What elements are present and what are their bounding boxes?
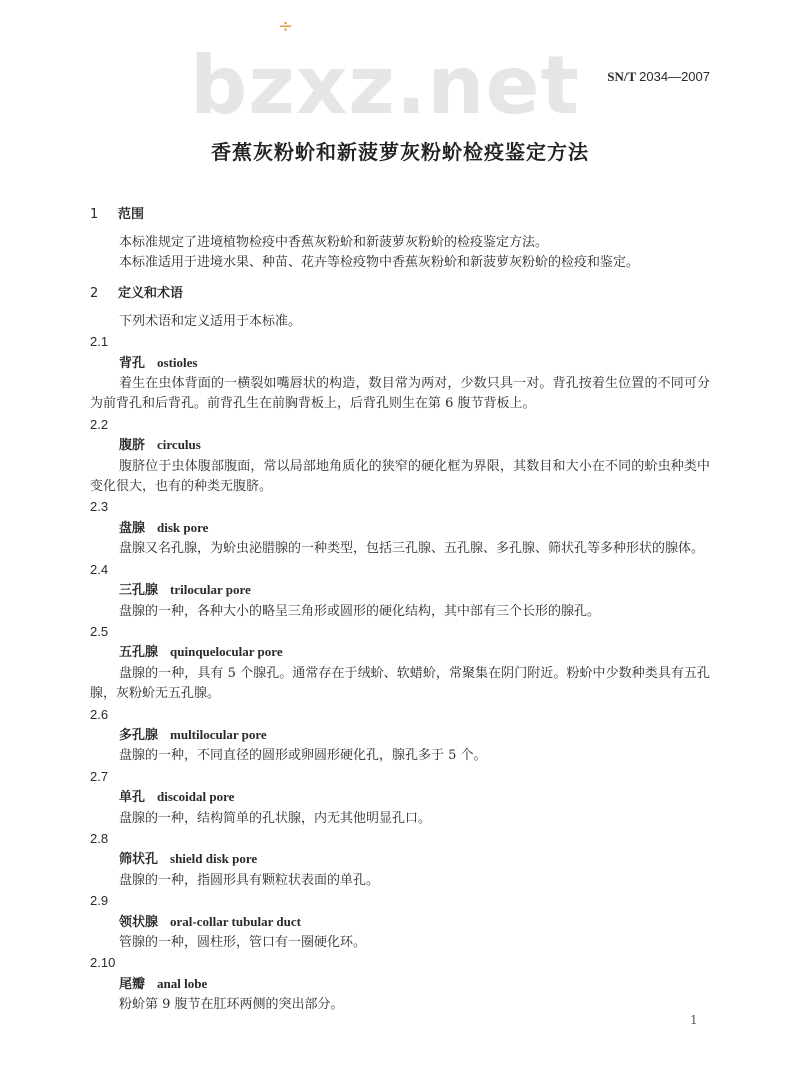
term-entry xyxy=(90,705,710,767)
term-name xyxy=(90,518,710,539)
paragraph: 下列术语和定义适用于本标准。 xyxy=(119,313,302,329)
divide-mark-icon: ÷ xyxy=(278,16,294,37)
term-en: anal lobe xyxy=(157,975,208,991)
term-en: circulus xyxy=(157,437,201,453)
term-definition: 腹脐位于虫体腹部腹面，常以局部地角质化的狭窄的硬化框为界限，其数目和大小在不同的蚧虫种类中变化很大，也有的种类无腹脐。 xyxy=(90,458,710,495)
term-name xyxy=(90,353,710,374)
section-number: 2 xyxy=(90,285,99,301)
term-definition: 着生在虫体背面的一横裂如嘴唇状的构造，数目常为两对，少数只具一对。背孔按着生位置的不同可分为前背孔和后背孔。前背孔生在前胸背板上，后背孔则生在第 6 腹节背板上。 xyxy=(90,376,710,412)
term-zh: 筛状孔 xyxy=(119,852,159,868)
term-name xyxy=(90,849,710,870)
term-zh: 单孔 xyxy=(119,790,146,806)
document-title: 香蕉灰粉蚧和新菠萝灰粉蚧检疫鉴定方法 xyxy=(211,140,589,164)
term-number: 2.4 xyxy=(90,561,109,577)
term-number: 2.6 xyxy=(90,706,109,722)
page-number: 1 xyxy=(690,1013,698,1027)
term-en: oral-collar tubular duct xyxy=(170,913,301,929)
term-entry xyxy=(90,560,710,622)
term-name xyxy=(90,912,710,933)
paragraph: 本标准适用于进境水果、种苗、花卉等检疫物中香蕉灰粉蚧和新菠萝灰粉蚧的检疫和鉴定。 xyxy=(119,255,640,271)
term-definition: 盘腺又名孔腺，为蚧虫泌腊腺的一种类型，包括三孔腺、五孔腺、多孔腺、筛状孔等多种形状的腺体。 xyxy=(119,541,705,557)
standard-code-prefix: SN/T xyxy=(607,69,636,84)
term-name xyxy=(90,725,710,746)
term-name xyxy=(90,787,710,808)
term-definition: 盘腺的一种，具有 5 个腺孔。通常存在于绒蚧、软蜡蚧，常聚集在阴门附近。粉蚧中少数种类具有五孔腺，灰粉蚧无五孔腺。 xyxy=(90,665,710,702)
term-number: 2.9 xyxy=(90,893,109,909)
term-number: 2.2 xyxy=(90,416,109,432)
term-entry xyxy=(90,829,710,891)
term-zh: 盘腺 xyxy=(119,520,146,536)
term-definition: 盘腺的一种，指圆形具有颗粒状表面的单孔。 xyxy=(119,872,380,888)
term-zh: 多孔腺 xyxy=(119,727,159,743)
term-definition: 盘腺的一种，不同直径的圆形或卵圆形硬化孔，腺孔多于 5 个。 xyxy=(119,748,487,764)
term-en: disk pore xyxy=(157,519,209,535)
term-en: quinquelocular pore xyxy=(170,644,283,660)
section-number: 1 xyxy=(90,207,99,222)
term-name xyxy=(90,642,710,663)
term-entry xyxy=(90,767,710,829)
term-number: 2.10 xyxy=(90,955,116,971)
term-entry xyxy=(90,497,710,559)
term-number: 2.7 xyxy=(90,768,109,784)
term-number: 2.1 xyxy=(90,334,109,350)
term-en: shield disk pore xyxy=(170,851,258,867)
paragraph: 本标准规定了进境植物检疫中香蕉灰粉蚧和新菠萝灰粉蚧的检疫鉴定方法。 xyxy=(119,235,549,250)
term-name xyxy=(90,974,710,995)
term-name xyxy=(90,580,710,601)
term-entry xyxy=(90,953,710,1015)
term-number: 2.8 xyxy=(90,830,109,846)
term-zh: 三孔腺 xyxy=(119,583,159,599)
term-definition: 管腺的一种，圆柱形，管口有一圈硬化环。 xyxy=(119,935,367,950)
term-zh: 尾瓣 xyxy=(119,976,146,992)
term-name xyxy=(90,435,710,456)
term-entry xyxy=(90,622,710,705)
term-en: ostioles xyxy=(157,354,198,370)
section-heading-scope xyxy=(90,204,710,226)
term-definition: 盘腺的一种，各种大小的略呈三角形或圆形的硬化结构，其中部有三个长形的腺孔。 xyxy=(119,603,601,619)
term-en: trilocular pore xyxy=(170,582,251,598)
term-entry xyxy=(90,891,710,953)
term-definition: 粉蚧第 9 腹节在肛环两侧的突出部分。 xyxy=(119,997,344,1013)
term-zh: 领状腺 xyxy=(119,914,159,930)
standard-code-number: 2034—2007 xyxy=(639,69,710,84)
watermark: bzxz.net xyxy=(190,39,580,132)
section-title: 定义和术语 xyxy=(118,285,184,301)
term-list xyxy=(90,332,710,1015)
term-en: multilocular pore xyxy=(170,726,267,742)
term-definition: 盘腺的一种，结构简单的孔状腺，内无其他明显孔口。 xyxy=(119,810,432,826)
term-en: discoidal pore xyxy=(157,789,235,805)
term-zh: 背孔 xyxy=(119,355,146,371)
term-number: 2.5 xyxy=(90,623,109,639)
term-zh: 腹脐 xyxy=(119,438,146,454)
term-entry xyxy=(90,415,710,498)
section-title: 范围 xyxy=(118,207,145,222)
term-number: 2.3 xyxy=(90,499,109,515)
standard-code xyxy=(607,69,710,85)
term-zh: 五孔腺 xyxy=(119,645,159,661)
section-heading-definitions xyxy=(90,283,710,305)
document-body xyxy=(90,204,710,1016)
term-entry xyxy=(90,332,710,415)
